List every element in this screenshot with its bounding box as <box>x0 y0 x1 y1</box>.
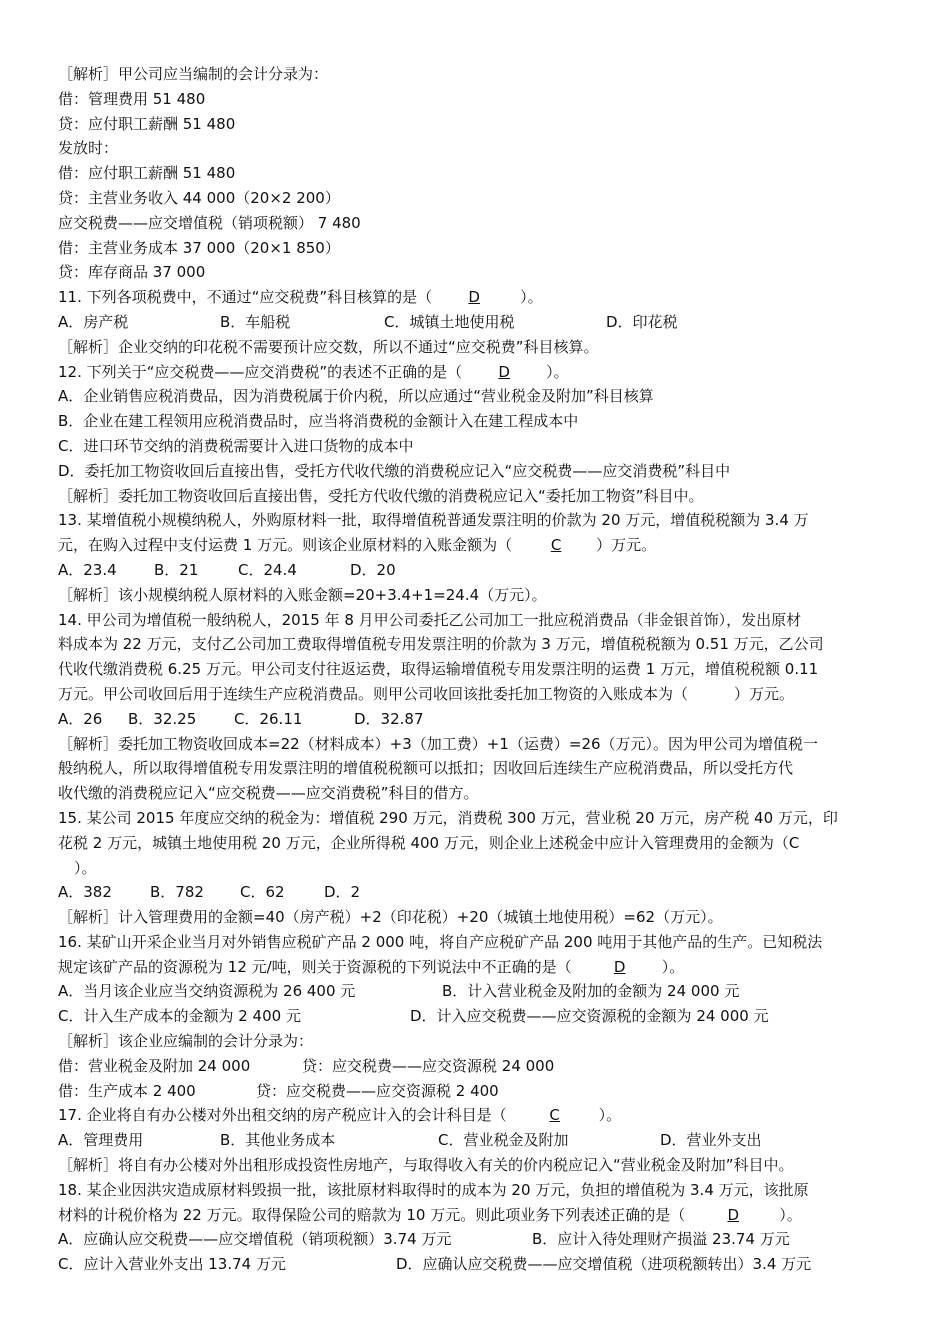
analysis-11: ［解析］企业交纳的印花税不需要预计应交数，所以不通过“应交税费”科目核算。 <box>58 337 599 356</box>
option-a: A．当月该企业应当交纳资源税为 26 400 元 <box>58 982 356 1001</box>
text-line: ［解析］甲公司应当编制的会计分录为： <box>58 65 329 83</box>
option-a: A．企业销售应税消费品，因为消费税属于价内税，所以应通过“营业税金及附加”科目核算 <box>58 387 654 406</box>
option-c: C．进口环节交纳的消费税需要计入进口货物的成本中 <box>58 436 414 455</box>
option-d: D．印花税 <box>606 312 678 331</box>
analysis-14-cont: 收代缴的消费税应记入“应交税费——应交消费税”科目的借方。 <box>58 784 479 803</box>
question-15-stem: 15. 某公司 2015 年度应交纳的税金为：增值税 290 万元，消费税 300 万元，营业税 20 万元，房产税 40 万元，印 <box>58 808 838 827</box>
question-18-options-ab <box>58 1227 894 1252</box>
analysis-14-cont: 般纳税人，所以取得增值税专用发票注明的增值税税额可以抵扣；因收回后连续生产应税消费品，所以受托方代 <box>58 759 794 778</box>
option-c: C．24.4 <box>238 560 297 579</box>
text-line: 发放时： <box>58 139 119 158</box>
question-13-options <box>58 558 894 583</box>
question-16-options-ab <box>58 979 894 1004</box>
analysis-13: ［解析］该小规模纳税人原材料的入账金额=20+3.4+1=24.4（万元）。 <box>58 585 547 604</box>
question-16-stem: 16. 某矿山开采企业当月对外销售应税矿产品 2 000 吨，将自产应税矿产品 200 吨用于其他产品的生产。已知税法 <box>58 932 823 951</box>
option-d: D．计入应交税费——应交资源税的金额为 24 000 元 <box>410 1007 769 1026</box>
question-11-options <box>58 310 894 335</box>
question-15-options <box>58 880 894 905</box>
option-b: B．其他业务成本 <box>220 1131 336 1150</box>
option-b: B．计入营业税金及附加的金额为 24 000 元 <box>442 982 740 1001</box>
analysis-16: ［解析］该企业应编制的会计分录为： <box>58 1032 314 1051</box>
document-page <box>58 62 894 1277</box>
answer-17: C <box>549 1106 560 1125</box>
answer-13: C <box>550 536 562 555</box>
question-13-stem-cont: 元，在购入过程中支付运费 1 万元。则该企业原材料的入账金额为（ C ）万元。 <box>58 533 894 558</box>
analysis-15: ［解析］计入管理费用的金额=40（房产税）+2（印花税）+20（城镇土地使用税）=62（万元）。 <box>58 908 723 927</box>
option-c: C．26.11 <box>234 709 303 728</box>
option-b: B．782 <box>150 883 204 902</box>
option-a: A．房产税 <box>58 312 129 331</box>
journal-entry: 借：生产成本 2 400 贷：应交税费——应交资源税 2 400 <box>58 1081 499 1100</box>
option-d: D．2 <box>324 883 361 902</box>
option-c: C．62 <box>240 883 285 902</box>
option-a: A．管理费用 <box>58 1131 144 1150</box>
question-15-stem-cont: 花税 2 万元，城镇土地使用税 20 万元，企业所得税 400 万元，则企业上述税金中应计入管理费用的金额为（C <box>58 833 800 852</box>
analysis-14: ［解析］委托加工物资收回成本=22（材料成本）+3（加工费）+1（运费）=26（万元）。因为甲公司为增值税一 <box>58 734 819 753</box>
option-c: C．营业税金及附加 <box>438 1131 569 1150</box>
question-18-stem: 18. 某企业因洪灾造成原材料毁损一批，该批原材料取得时的成本为 20 万元，负担的增值税为 3.4 万元，该批原 <box>58 1180 809 1199</box>
option-a: A．26 <box>58 709 103 728</box>
question-17-options <box>58 1128 894 1153</box>
answer-16: D <box>613 957 626 976</box>
option-d: D．营业外支出 <box>660 1131 762 1150</box>
option-c: C．应计入营业外支出 13.74 万元 <box>58 1255 286 1274</box>
option-b: B．应计入待处理财产损溢 23.74 万元 <box>532 1230 790 1249</box>
question-12-stem: 12. 下列关于“应交税费——应交消费税”的表述不正确的是（ D ）。 <box>58 360 894 385</box>
question-14-stem-cont: 万元。甲公司收回后用于连续生产应税消费品。则甲公司收回该批委托加工物资的入账成本为（ ）万元。 <box>58 684 795 703</box>
option-b: B．车船税 <box>220 312 291 331</box>
text-line: 应交税费——应交增值税（销项税额） 7 480 <box>58 213 361 232</box>
option-d: D．应确认应交税费——应交增值税（进项税额转出）3.4 万元 <box>396 1255 812 1274</box>
text-line: 贷：库存商品 37 000 <box>58 263 206 282</box>
analysis-12: ［解析］委托加工物资收回后直接出售，受托方代收代缴的消费税应记入“委托加工物资”科目中。 <box>58 486 704 505</box>
question-14-stem: 14. 甲公司为增值税一般纳税人，2015 年 8 月甲公司委托乙公司加工一批应税消费品（非金银首饰），发出原材 <box>58 610 802 629</box>
answer-18: D <box>727 1205 740 1224</box>
option-d: D．20 <box>350 560 396 579</box>
question-16-stem-cont: 规定该矿产品的资源税为 12 元/吨，则关于资源税的下列说法中不正确的是（ D ）。 <box>58 955 894 980</box>
question-18-options-cd <box>58 1252 894 1277</box>
option-a: A．23.4 <box>58 560 117 579</box>
text-line: 借：应付职工薪酬 51 480 <box>58 164 236 183</box>
journal-entry: 借：营业税金及附加 24 000 贷：应交税费——应交资源税 24 000 <box>58 1056 555 1075</box>
option-d: D．32.87 <box>354 709 424 728</box>
answer-11: D <box>468 288 480 307</box>
question-16-options-cd <box>58 1004 894 1029</box>
option-b: B．21 <box>154 560 199 579</box>
option-d: D．委托加工物资收回后直接出售，受托方代收代缴的消费税应记入“应交税费——应交消费税”科目中 <box>58 461 731 480</box>
text-line: 借：管理费用 51 480 <box>58 89 206 108</box>
option-b: B．32.25 <box>128 709 197 728</box>
option-c: C．计入生产成本的金额为 2 400 元 <box>58 1007 301 1026</box>
question-11-stem: 11. 下列各项税费中，不通过“应交税费”科目核算的是（ D ）。 <box>58 285 894 310</box>
question-15-stem-cont: ）。 <box>74 858 97 877</box>
option-a: A．382 <box>58 883 112 902</box>
question-14-stem-cont: 代收代缴消费税 6.25 万元。甲公司支付往返运费，取得运输增值税专用发票注明的运费 1 万元，增值税税额 0.11 <box>58 660 819 679</box>
option-b: B．企业在建工程领用应税消费品时，应当将消费税的金额计入在建工程成本中 <box>58 412 579 431</box>
answer-12: D <box>498 362 510 381</box>
question-14-options <box>58 707 894 732</box>
analysis-17: ［解析］将自有办公楼对外出租形成投资性房地产，与取得收入有关的价内税应记入“营业税金及附加”科目中。 <box>58 1156 794 1175</box>
answer-15: C <box>788 833 800 852</box>
option-c: C．城镇土地使用税 <box>384 312 515 331</box>
question-18-stem-cont: 材料的计税价格为 22 万元。取得保险公司的赔款为 10 万元。则此项业务下列表述正确的是（ D ）。 <box>58 1203 894 1228</box>
text-line: 贷：主营业务收入 44 000（20×2 200） <box>58 188 340 207</box>
question-13-stem: 13. 某增值税小规模纳税人，外购原材料一批，取得增值税普通发票注明的价款为 20 万元，增值税税额为 3.4 万 <box>58 511 809 530</box>
option-a: A．应确认应交税费——应交增值税（销项税额）3.74 万元 <box>58 1230 452 1249</box>
question-14-stem-cont: 料成本为 22 万元，支付乙公司加工费取得增值税专用发票注明的价款为 3 万元，增值税税额为 0.51 万元，乙公司 <box>58 635 824 654</box>
text-line: 贷：应付职工薪酬 51 480 <box>58 114 236 133</box>
text-line: 借：主营业务成本 37 000（20×1 850） <box>58 238 340 257</box>
question-17-stem: 17. 企业将自有办公楼对外出租交纳的房产税应计入的会计科目是（ C ）。 <box>58 1103 894 1128</box>
